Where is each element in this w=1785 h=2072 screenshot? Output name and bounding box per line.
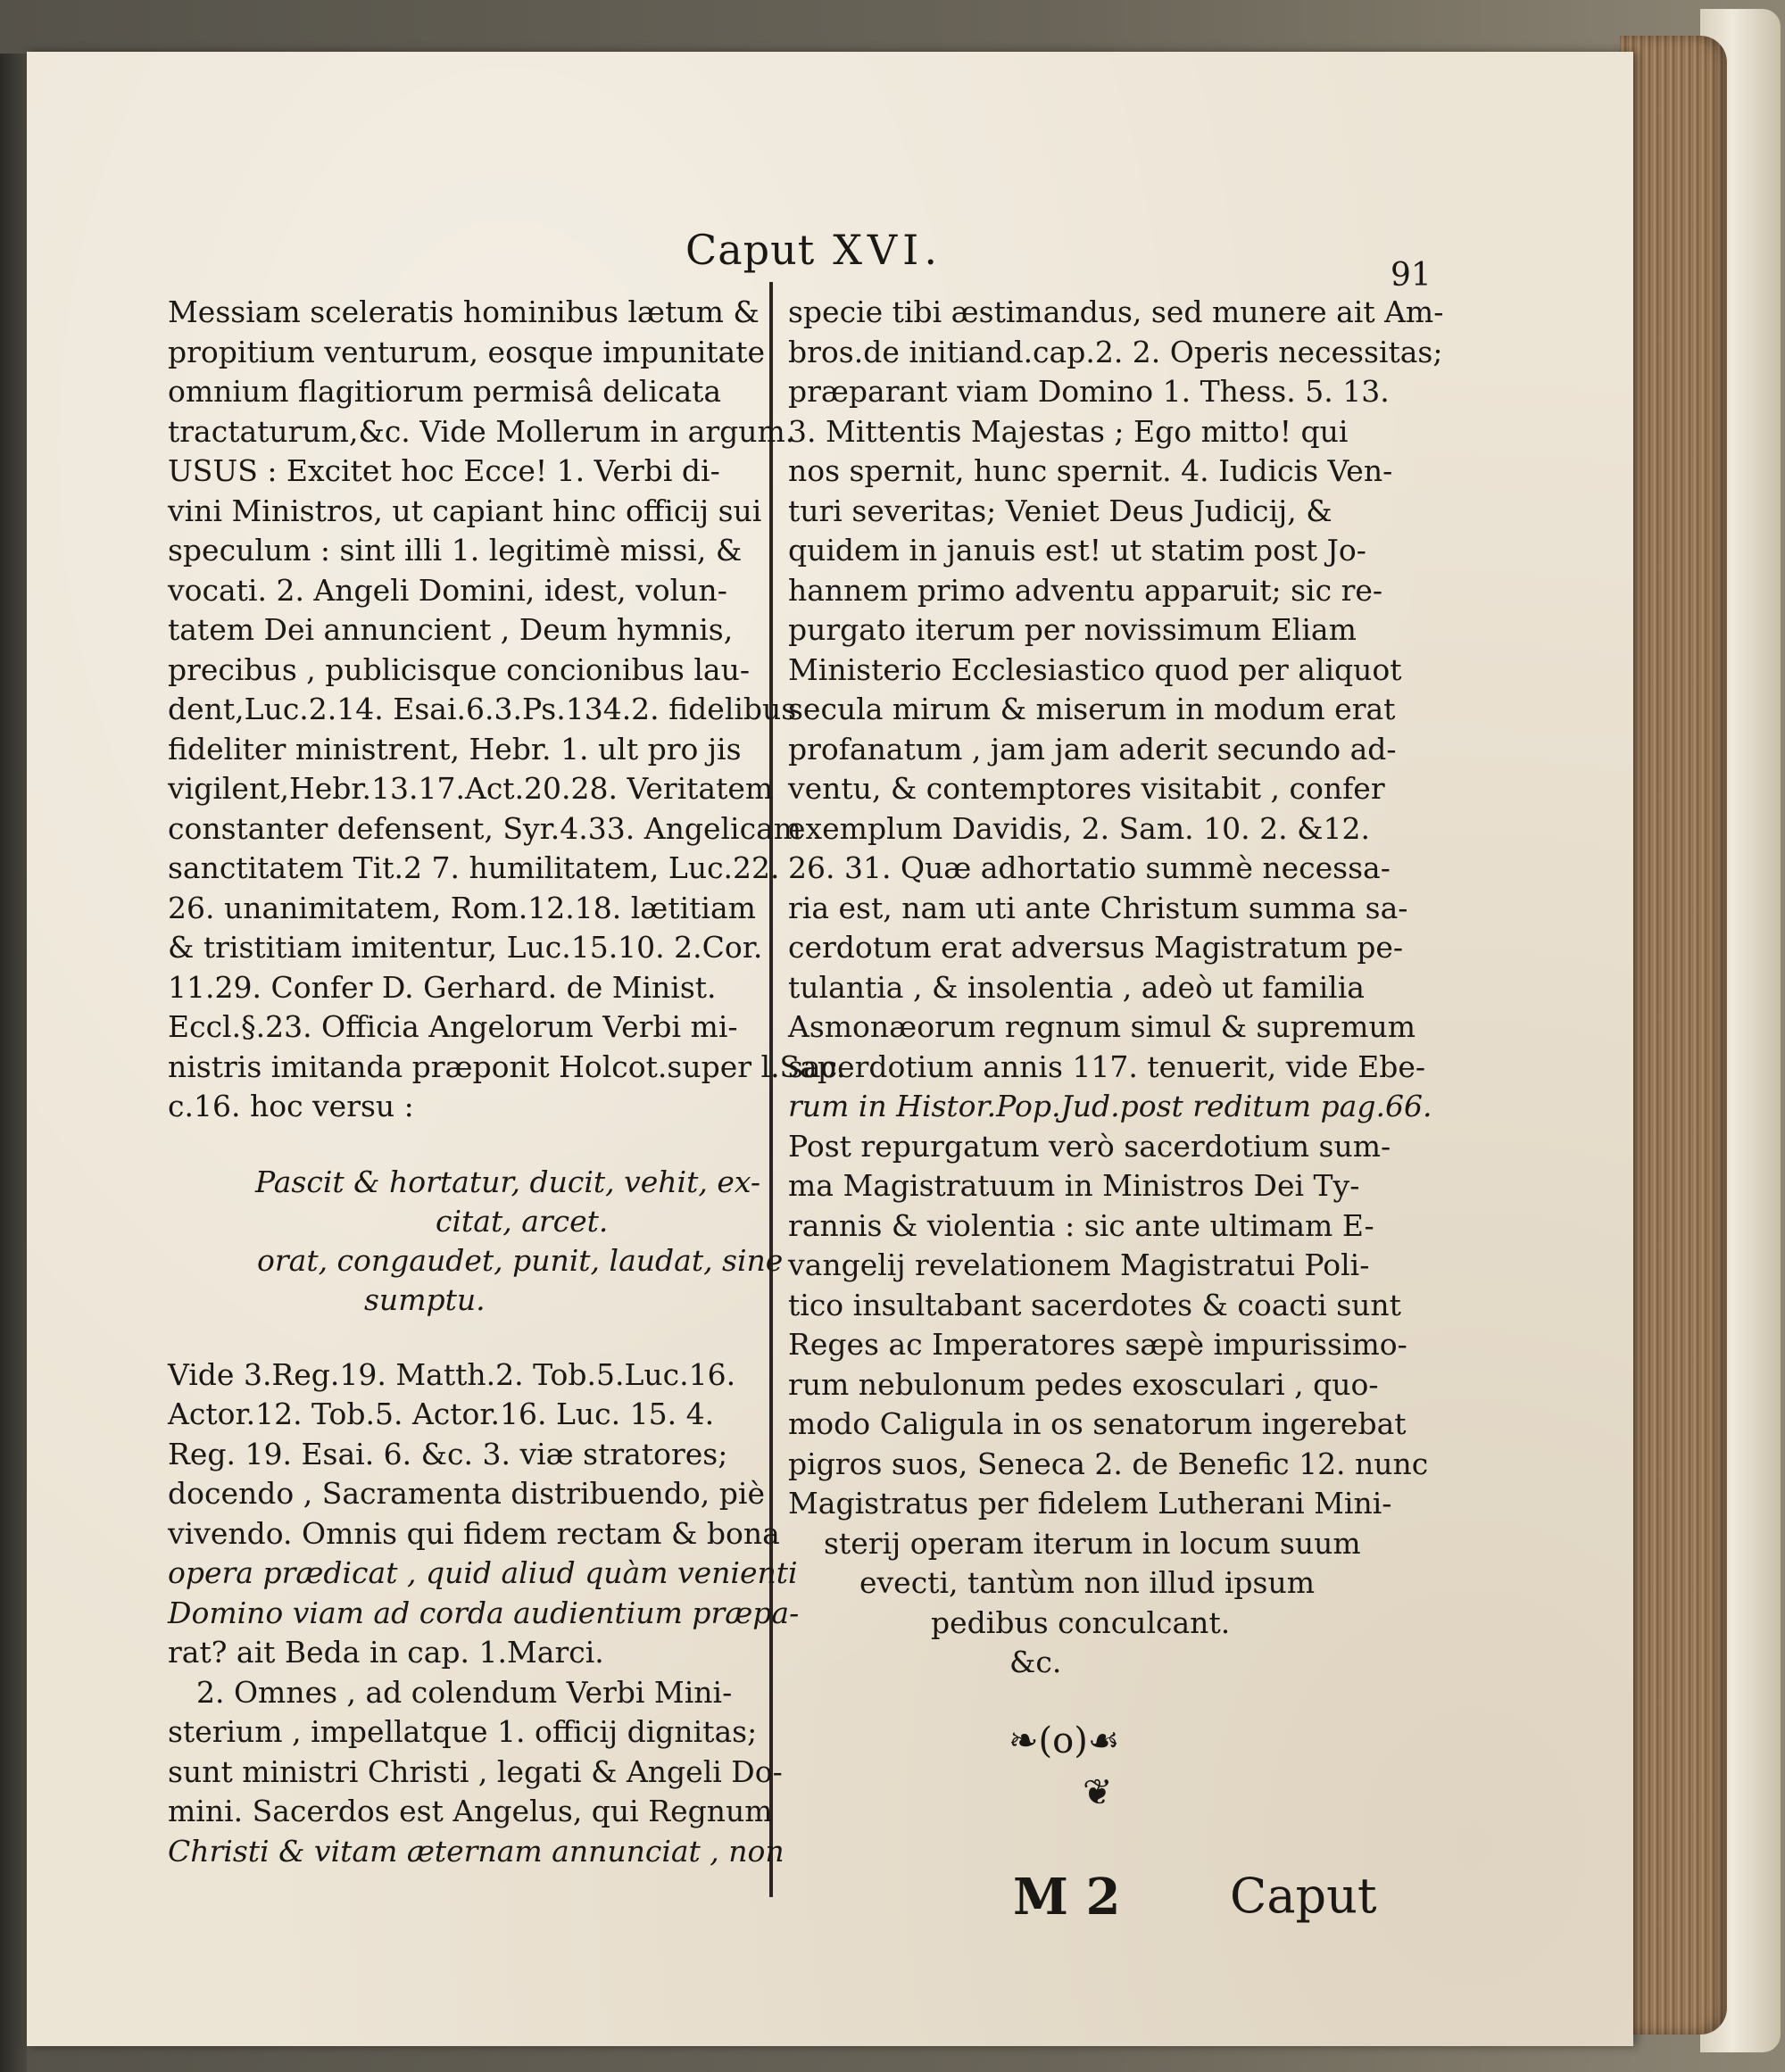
text-line: c.16. hoc versu : — [168, 1089, 414, 1123]
text-line: docendo , Sacramenta distribuendo, piè — [168, 1476, 765, 1511]
text-line: pigros suos, Seneca 2. de Benefic 12. nunc — [788, 1446, 1429, 1481]
text-line: Eccl.§.23. Officia Angelorum Verbi mi- — [168, 1009, 738, 1044]
verse-line: sumptu. — [364, 1281, 486, 1317]
text-line: præparant viam Domino 1. Thess. 5. 13. — [788, 374, 1390, 409]
text-line: hannem primo adventu apparuit; sic re- — [788, 572, 1383, 608]
text-line: Asmonæorum regnum simul & supremum — [788, 1009, 1416, 1044]
previous-page-edge — [0, 54, 27, 2072]
text-line: USUS : Excitet hoc Ecce! 1. Verbi di- — [168, 453, 720, 488]
text-line: sterij operam iterum in locum suum — [824, 1525, 1361, 1561]
text-line: vivendo. Omnis qui fidem rectam & bona — [168, 1515, 780, 1551]
text-line: Messiam sceleratis hominibus lætum & — [168, 294, 760, 329]
text-line: rum in Histor.Pop.Jud.post reditum pag.66. — [788, 1089, 1432, 1123]
text-line: nistris imitanda præponit Holcot.super l.Sap. — [168, 1048, 846, 1084]
text-line: exemplum Davidis, 2. Sam. 10. 2. &12. — [788, 810, 1370, 846]
text-line: rannis & violentia : sic ante ultimam E- — [788, 1207, 1374, 1243]
text-line: constanter defensent, Syr.4.33. Angelicam — [168, 810, 802, 846]
text-line: sanctitatem Tit.2 7. humilitatem, Luc.22. — [168, 850, 780, 885]
text-line: precibus , publicisque concionibus lau- — [168, 651, 750, 687]
text-line: turi severitas; Veniet Deus Judicij, & — [788, 493, 1333, 528]
text-line: omnium flagitiorum permisâ delicata — [168, 374, 722, 409]
text-line: ventu, & contemptores visitabit , confer — [788, 771, 1385, 806]
text-line: ria est, nam uti ante Christum summa sa- — [788, 890, 1408, 925]
verse-line: Pascit & hortatur, ducit, vehit, ex- — [255, 1164, 761, 1199]
text-line: mini. Sacerdos est Angelus, qui Regnum — [168, 1794, 773, 1828]
header-title: Caput — [685, 226, 816, 274]
text-line: vangelij revelationem Magistratui Poli- — [788, 1247, 1370, 1282]
text-line: vini Ministros, ut capiant hinc officij sui — [168, 493, 762, 528]
text-line: opera prædicat , quid aliud quàm venienti — [168, 1555, 798, 1590]
text-line: 3. Mittentis Majestas ; Ego mitto! qui — [788, 413, 1349, 449]
text-line: Domino viam ad corda audientium præpa- — [168, 1595, 800, 1630]
text-line: 26. unanimitatem, Rom.12.18. lætitiam — [168, 890, 756, 925]
text-line: tractaturum,&c. Vide Mollerum in argum. — [168, 413, 795, 449]
verse-line: orat, congaudet, punit, laudat, sine — [257, 1242, 784, 1278]
left-column — [168, 293, 846, 1871]
text-line: &c. — [1009, 1645, 1062, 1679]
text-line: quidem in januis est! ut statim post Jo- — [788, 533, 1366, 568]
text-line: nos spernit, hunc spernit. 4. Iudicis Ven- — [788, 453, 1393, 488]
text-line: ma Magistratuum in Ministros Dei Ty- — [788, 1168, 1360, 1203]
text-line: Reges ac Imperatores sæpè impurissimo- — [788, 1327, 1407, 1362]
text-line: sterium , impellatque 1. officij dignitas; — [168, 1714, 758, 1749]
text-line: dent,Luc.2.14. Esai.6.3.Ps.134.2. fidelibus — [168, 692, 797, 726]
text-line: tico insultabant sacerdotes & coacti sunt — [788, 1287, 1401, 1322]
text-line: secula mirum & miserum in modum erat — [788, 692, 1396, 726]
text-line: Actor.12. Tob.5. Actor.16. Luc. 15. 4. — [168, 1397, 715, 1431]
text-line: tatem Dei annuncient , Deum hymnis, — [168, 612, 734, 647]
verse-block — [168, 1163, 784, 1320]
text-line: purgato iterum per novissimum Eliam — [788, 612, 1357, 647]
text-line: 26. 31. Quæ adhortatio summè necessa- — [788, 850, 1391, 885]
text-line: tulantia , & insolentia , adeò ut familia — [788, 969, 1365, 1005]
ornament-drop-icon: ❦ — [1083, 1772, 1113, 1813]
text-line: profanatum , jam jam aderit secundo ad- — [788, 731, 1397, 767]
text-line: propitium venturum, eosque impunitate — [168, 334, 766, 369]
text-line: Reg. 19. Esai. 6. &c. 3. viæ stratores; — [168, 1436, 728, 1471]
text-line: speculum : sint illi 1. legitimè missi, & — [168, 533, 743, 568]
verse-line: citat, arcet. — [436, 1203, 609, 1239]
text-line: sunt ministri Christi , legati & Angeli Do- — [168, 1753, 783, 1789]
ornament-icon: ❧(o)☙ — [1009, 1720, 1120, 1761]
text-line: vigilent,Hebr.13.17.Act.20.28. Veritatem — [168, 771, 774, 806]
text-line: Vide 3.Reg.19. Matth.2. Tob.5.Luc.16. — [168, 1356, 736, 1392]
text-line: rum nebulonum pedes exosculari , quo- — [788, 1366, 1379, 1402]
text-line: specie tibi æstimandus, sed munere ait Am- — [788, 294, 1444, 329]
page-number: 91 — [1391, 257, 1432, 294]
text-line: Magistratus per fidelem Lutherani Mini- — [788, 1486, 1392, 1521]
signature-mark: M 2 — [1013, 1868, 1121, 1927]
text-line: sacerdotium annis 117. tenuerit, vide Ebe- — [788, 1048, 1425, 1084]
text-line: rat? ait Beda in cap. 1.Marci. — [168, 1635, 604, 1670]
text-line: 11.29. Confer D. Gerhard. de Minist. — [168, 969, 717, 1005]
text-line: 2. Omnes , ad colendum Verbi Mini- — [196, 1674, 733, 1710]
text-line: Christi & vitam æternam annunciat , non — [168, 1833, 785, 1869]
text-line: fideliter ministrent, Hebr. 1. ult pro jis — [168, 731, 742, 767]
running-header — [685, 226, 942, 274]
text-line: evecti, tantùm non illud ipsum — [859, 1565, 1316, 1600]
text-line: Ministerio Ecclesiastico quod per aliquot — [788, 651, 1402, 687]
right-column — [788, 293, 1444, 1683]
text-line: & tristitiam imitentur, Luc.15.10. 2.Cor. — [168, 930, 763, 965]
text-line: vocati. 2. Angeli Domini, idest, volun- — [168, 572, 727, 608]
text-line: modo Caligula in os senatorum ingerebat — [788, 1406, 1407, 1441]
catchword: Caput — [1230, 1868, 1377, 1924]
text-line: Post repurgatum verò sacerdotium sum- — [788, 1128, 1391, 1164]
text-line: cerdotum erat adversus Magistratum pe- — [788, 930, 1404, 965]
page-fore-edge — [1620, 36, 1727, 2035]
book-page — [27, 52, 1633, 2046]
text-line: pedibus conculcant. — [931, 1604, 1231, 1640]
text-line: bros.de initiand.cap.2. 2. Operis necessitas; — [788, 334, 1443, 369]
header-chapter: XVI. — [833, 226, 942, 274]
